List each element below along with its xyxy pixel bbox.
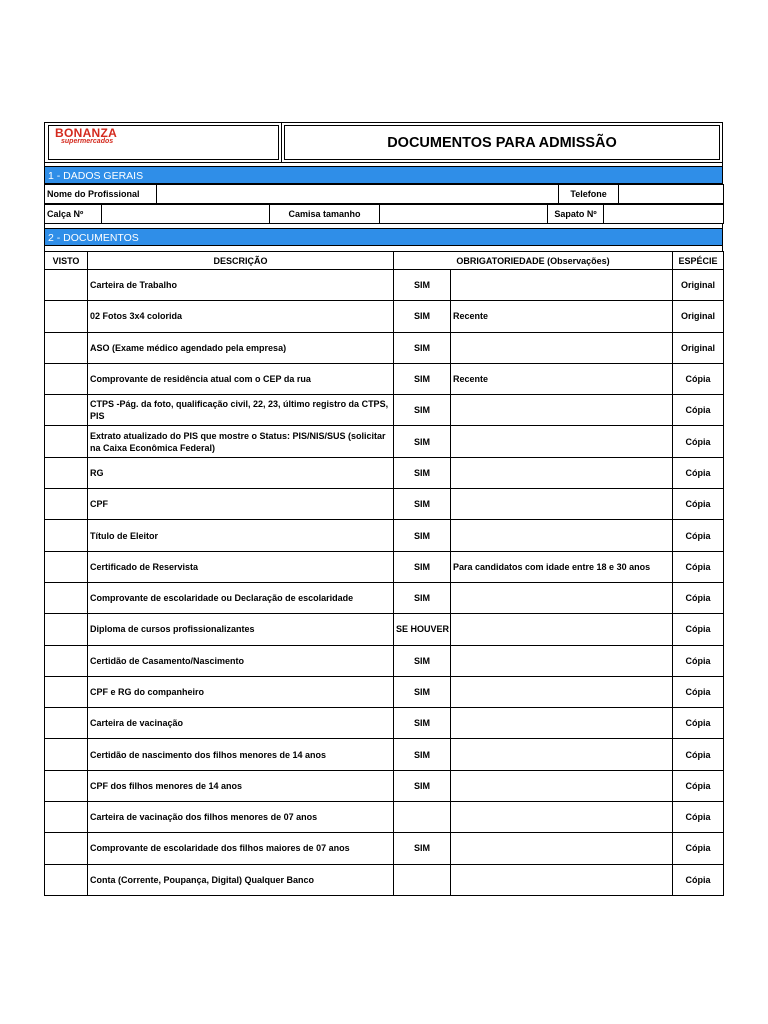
document-observation [451,489,673,520]
nome-field[interactable] [157,185,559,204]
col-header-obrigatoriedade: OBRIGATORIEDADE (Observações) [394,252,673,270]
document-observation [451,426,673,457]
visto-checkbox-cell[interactable] [45,395,88,426]
document-required: SIM [394,770,451,801]
logo-cell [45,123,282,162]
table-row [45,551,724,582]
document-required: SIM [394,395,451,426]
document-observation [451,770,673,801]
document-type: Cópia [673,864,724,895]
section-band-documentos: 2 - DOCUMENTOS [44,228,723,246]
table-row [45,301,724,332]
visto-checkbox-cell[interactable] [45,802,88,833]
visto-checkbox-cell[interactable] [45,645,88,676]
document-description: RG [88,457,394,488]
form-header [44,122,723,163]
document-observation: Para candidatos com idade entre 18 e 30 anos [451,551,673,582]
document-type: Cópia [673,739,724,770]
table-row [45,645,724,676]
document-required: SIM [394,833,451,864]
camisa-label: Camisa tamanho [270,205,380,224]
visto-checkbox-cell[interactable] [45,551,88,582]
visto-checkbox-cell[interactable] [45,426,88,457]
document-description: 02 Fotos 3x4 colorida [88,301,394,332]
table-row [45,426,724,457]
visto-checkbox-cell[interactable] [45,332,88,363]
document-description: CPF e RG do companheiro [88,676,394,707]
document-required: SIM [394,645,451,676]
table-row [45,770,724,801]
document-required: SIM [394,582,451,613]
table-row [45,582,724,613]
document-required: SIM [394,520,451,551]
document-type: Cópia [673,770,724,801]
general-data-table [44,184,724,204]
table-row [45,614,724,645]
info-row-name [45,185,724,204]
document-description: Certidão de nascimento dos filhos menores de 14 anos [88,739,394,770]
calca-label: Calça Nº [45,205,102,224]
document-type: Cópia [673,708,724,739]
telefone-label: Telefone [559,185,619,204]
visto-checkbox-cell[interactable] [45,614,88,645]
table-row [45,708,724,739]
documents-header-row [45,252,724,270]
camisa-field[interactable] [380,205,548,224]
section-band-dados-gerais: 1 - DADOS GERAIS [44,166,723,184]
document-type: Original [673,332,724,363]
document-type: Cópia [673,489,724,520]
document-description: CTPS -Pág. da foto, qualificação civil, 22, 23, último registro da CTPS, PIS [88,395,394,426]
document-description: Carteira de vacinação [88,708,394,739]
logo-frame [48,125,279,160]
document-observation [451,270,673,301]
document-observation [451,645,673,676]
table-row [45,457,724,488]
document-observation [451,739,673,770]
admission-form [44,122,723,896]
visto-checkbox-cell[interactable] [45,864,88,895]
document-observation [451,708,673,739]
document-required: SIM [394,301,451,332]
sapato-field[interactable] [604,205,724,224]
document-type: Original [673,301,724,332]
document-type: Cópia [673,802,724,833]
document-required: SIM [394,426,451,457]
document-type: Original [673,270,724,301]
table-row [45,833,724,864]
document-observation [451,457,673,488]
table-row [45,739,724,770]
document-description: Carteira de Trabalho [88,270,394,301]
document-required: SIM [394,489,451,520]
table-row [45,332,724,363]
document-observation [451,802,673,833]
document-type: Cópia [673,363,724,394]
visto-checkbox-cell[interactable] [45,708,88,739]
document-description: Diploma de cursos profissionalizantes [88,614,394,645]
document-required: SE HOUVER [394,614,451,645]
document-observation [451,395,673,426]
sapato-label: Sapato Nº [548,205,604,224]
document-type: Cópia [673,457,724,488]
visto-checkbox-cell[interactable] [45,520,88,551]
document-required: SIM [394,551,451,582]
sizes-table [44,204,724,224]
visto-checkbox-cell[interactable] [45,363,88,394]
document-observation [451,332,673,363]
document-type: Cópia [673,426,724,457]
document-required: SIM [394,739,451,770]
document-description: Comprovante de residência atual com o CEP da rua [88,363,394,394]
document-type: Cópia [673,551,724,582]
document-required: SIM [394,457,451,488]
visto-checkbox-cell[interactable] [45,582,88,613]
document-description: Conta (Corrente, Poupança, Digital) Qualquer Banco [88,864,394,895]
visto-checkbox-cell[interactable] [45,270,88,301]
document-type: Cópia [673,676,724,707]
table-row [45,489,724,520]
table-row [45,676,724,707]
documents-table [44,251,724,896]
document-required: SIM [394,332,451,363]
col-header-visto: VISTO [45,252,88,270]
table-row [45,270,724,301]
document-required [394,802,451,833]
document-type: Cópia [673,395,724,426]
document-required: SIM [394,363,451,394]
nome-label: Nome do Profissional [45,185,157,204]
document-description: Comprovante de escolaridade ou Declaração de escolaridade [88,582,394,613]
document-observation [451,833,673,864]
title-frame [284,125,720,160]
visto-checkbox-cell[interactable] [45,833,88,864]
document-type: Cópia [673,582,724,613]
table-row [45,864,724,895]
document-description: Certidão de Casamento/Nascimento [88,645,394,676]
col-header-especie: ESPÉCIE [673,252,724,270]
document-description: Comprovante de escolaridade dos filhos maiores de 07 anos [88,833,394,864]
documents-body [45,270,724,896]
table-row [45,802,724,833]
document-required: SIM [394,676,451,707]
document-description: CPF [88,489,394,520]
document-description: Extrato atualizado do PIS que mostre o Status: PIS/NIS/SUS (solicitar na Caixa Econômica Federal) [88,426,394,457]
document-required [394,864,451,895]
visto-checkbox-cell[interactable] [45,770,88,801]
document-type: Cópia [673,520,724,551]
document-type: Cópia [673,833,724,864]
document-description: ASO (Exame médico agendado pela empresa) [88,332,394,363]
document-required: SIM [394,708,451,739]
calca-field[interactable] [102,205,270,224]
document-observation: Recente [451,363,673,394]
table-row [45,520,724,551]
company-logo-subtitle: supermercados [61,138,114,145]
document-observation [451,582,673,613]
col-header-descricao: DESCRIÇÃO [88,252,394,270]
document-observation [451,520,673,551]
form-title: DOCUMENTOS PARA ADMISSÃO [387,134,617,151]
visto-checkbox-cell[interactable] [45,457,88,488]
document-required: SIM [394,270,451,301]
document-description: Certificado de Reservista [88,551,394,582]
document-description: Carteira de vacinação dos filhos menores de 07 anos [88,802,394,833]
visto-checkbox-cell[interactable] [45,739,88,770]
visto-checkbox-cell[interactable] [45,301,88,332]
telefone-field[interactable] [619,185,724,204]
company-logo-name: BONANZA [55,126,118,140]
document-observation: Recente [451,301,673,332]
table-row [45,363,724,394]
document-description: CPF dos filhos menores de 14 anos [88,770,394,801]
visto-checkbox-cell[interactable] [45,676,88,707]
document-type: Cópia [673,645,724,676]
document-type: Cópia [673,614,724,645]
info-row-sizes [45,205,724,224]
document-observation [451,614,673,645]
title-cell [282,123,722,162]
document-description: Título de Eleitor [88,520,394,551]
document-observation [451,864,673,895]
table-row [45,395,724,426]
document-observation [451,676,673,707]
visto-checkbox-cell[interactable] [45,489,88,520]
